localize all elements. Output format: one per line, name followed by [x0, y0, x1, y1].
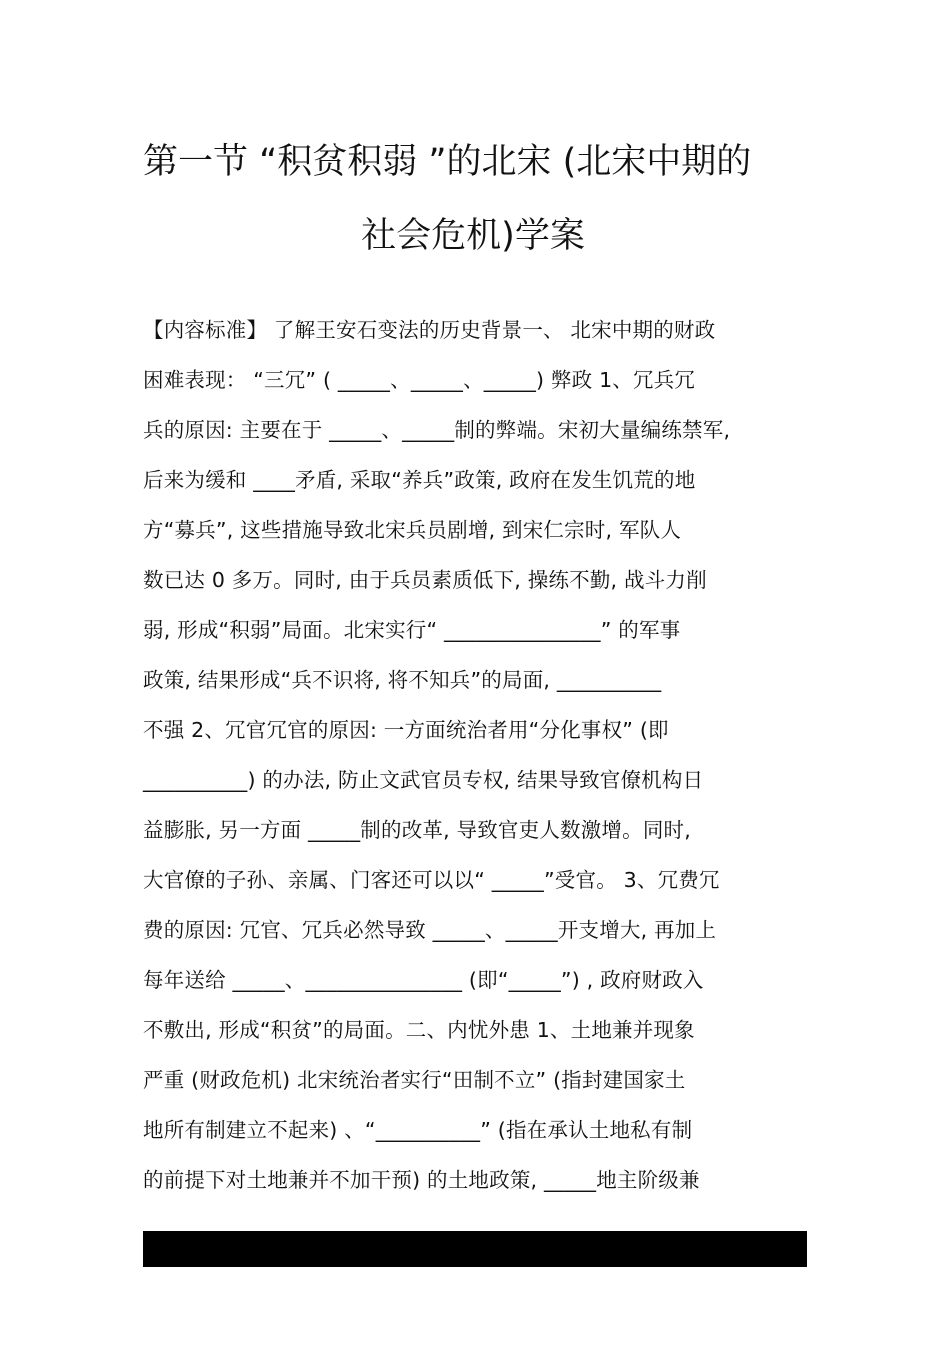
body-line-17: 地所有制建立不起来) 、“__________” (指在承认土地私有制	[143, 1118, 693, 1142]
body-line-2: 困难表现： “三冗” ( _____、_____、_____) 弊政 1、冗兵冗	[143, 368, 696, 392]
body-line-1: 【内容标准】 了解王安石变法的历史背景一、 北宋中期的财政	[143, 318, 716, 342]
body-line-6: 数已达 0 多万。同时, 由于兵员素质低下, 操练不勤, 战斗力削	[143, 568, 707, 592]
body-line-18: 的前提下对土地兼并不加干预) 的土地政策, _____地主阶级兼	[143, 1168, 700, 1192]
body-line-14: 每年送给 _____、_______________ (即“_____”) , 政府财政入	[143, 968, 704, 992]
body-line-7: 弱, 形成“积弱”局面。北宋实行“ _______________” 的军事	[143, 618, 681, 642]
document-title-line-1: 第一节 “积贫积弱 ”的北宋 (北宋中期的	[143, 142, 752, 182]
body-line-8: 政策, 结果形成“兵不识将, 将不知兵”的局面, __________	[143, 668, 662, 692]
body-line-10: __________) 的办法, 防止文武官员专权, 结果导致官僚机构日	[143, 768, 704, 792]
body-line-15: 不敷出, 形成“积贫”的局面。二、内忧外患 1、土地兼并现象	[143, 1018, 695, 1042]
body-line-4: 后来为缓和 ____矛盾, 采取“养兵”政策, 政府在发生饥荒的地	[143, 468, 696, 492]
body-line-9: 不强 2、冗官冗官的原因: 一方面统治者用“分化事权” (即	[143, 718, 669, 742]
document-title-line-2: 社会危机)学案	[361, 216, 585, 256]
redaction-bar	[143, 1231, 807, 1267]
body-line-16: 严重 (财政危机) 北宋统治者实行“田制不立” (指封建国家土	[143, 1068, 686, 1092]
body-line-3: 兵的原因: 主要在于 _____、_____制的弊端。宋初大量编练禁军,	[143, 418, 731, 442]
body-line-12: 大官僚的子孙、亲属、门客还可以以“ _____”受官。 3、冗费冗	[143, 868, 720, 892]
body-line-11: 益膨胀, 另一方面 _____制的改革, 导致官吏人数激增。同时,	[143, 818, 691, 842]
body-line-5: 方“募兵”, 这些措施导致北宋兵员剧增, 到宋仁宗时, 军队人	[143, 518, 682, 542]
body-line-13: 费的原因: 冗官、冗兵必然导致 _____、_____开支增大, 再加上	[143, 918, 717, 942]
